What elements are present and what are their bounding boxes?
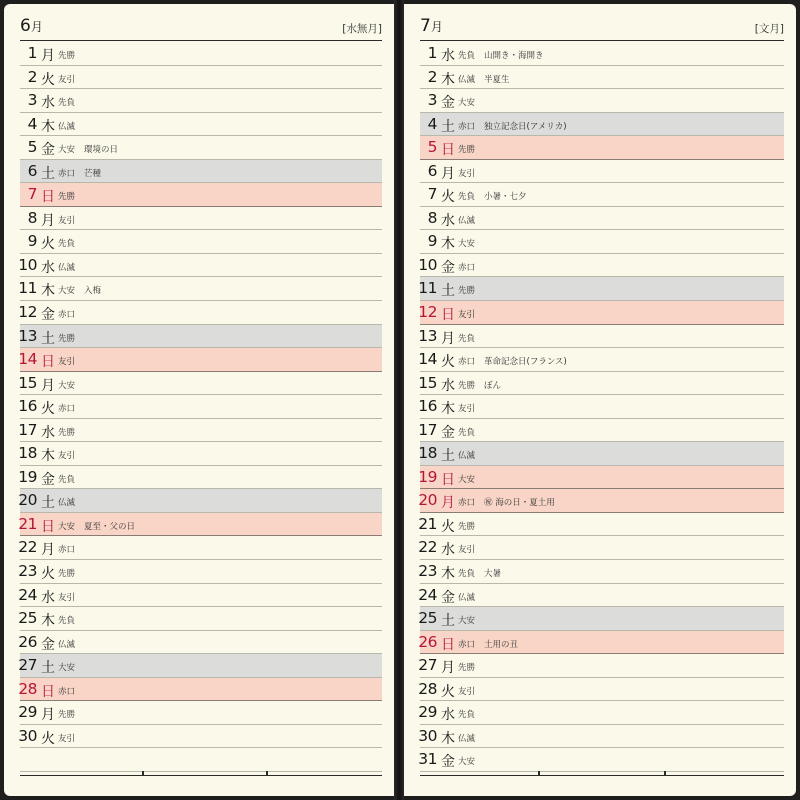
day-row[interactable] <box>420 678 784 702</box>
weekday-label: 月 <box>441 330 455 347</box>
rokuyo-label: 先負 <box>58 239 76 250</box>
rokuyo-label: 大安 <box>58 380 76 391</box>
rokuyo-label: 先勝 <box>58 333 76 344</box>
day-number: 19 <box>418 467 437 486</box>
event-label: 大暑 <box>484 569 502 580</box>
book-spine <box>394 0 404 800</box>
day-row[interactable] <box>20 254 382 278</box>
rokuyo-label: 先勝 <box>458 286 476 297</box>
rokuyo-label: 友引 <box>458 310 476 321</box>
weekday-label: 木 <box>41 448 55 465</box>
day-number: 23 <box>18 562 37 581</box>
day-number: 3 <box>27 91 37 110</box>
day-number: 1 <box>27 44 37 62</box>
day-row[interactable] <box>420 607 784 631</box>
july-day-list <box>420 42 784 772</box>
day-row[interactable] <box>420 183 784 207</box>
day-row[interactable] <box>20 113 382 137</box>
rokuyo-label: 先勝 <box>58 710 76 721</box>
day-number: 22 <box>18 538 37 557</box>
weekday-label: 日 <box>441 471 455 488</box>
day-number: 14 <box>18 350 37 369</box>
day-row[interactable] <box>20 748 382 772</box>
day-number: 25 <box>418 609 437 628</box>
weekday-label: 日 <box>441 307 455 324</box>
day-number: 16 <box>18 397 37 416</box>
day-row[interactable] <box>20 89 382 113</box>
day-row[interactable] <box>420 348 784 372</box>
day-number: 16 <box>418 397 437 416</box>
july-month-number: 7 <box>420 16 431 36</box>
day-number: 28 <box>18 679 37 698</box>
weekday-label: 月 <box>41 48 55 64</box>
day-number: 5 <box>427 138 437 157</box>
day-number: 1 <box>427 44 437 62</box>
weekday-label: 日 <box>41 518 55 535</box>
weekday-label: 土 <box>41 165 55 182</box>
weekday-label: 木 <box>441 236 455 253</box>
event-label: 半夏生 <box>484 74 510 85</box>
rokuyo-label: 先勝 <box>458 145 476 156</box>
day-number: 30 <box>418 726 437 745</box>
day-number: 26 <box>418 632 437 651</box>
day-row[interactable] <box>20 631 382 655</box>
weekday-label: 土 <box>41 330 55 347</box>
day-row[interactable] <box>20 301 382 325</box>
day-row[interactable] <box>20 348 382 372</box>
weekday-label: 金 <box>41 142 55 159</box>
rokuyo-label: 赤口 <box>58 310 76 321</box>
rokuyo-label: 仏滅 <box>458 451 476 462</box>
day-row[interactable] <box>420 42 784 66</box>
day-number: 5 <box>27 138 37 157</box>
rokuyo-label: 先勝 <box>58 51 76 61</box>
day-number: 2 <box>427 67 437 86</box>
rokuyo-label: 大安 <box>58 286 76 297</box>
weekday-label: 日 <box>41 189 55 206</box>
weekday-label: 火 <box>441 683 455 700</box>
rokuyo-label: 友引 <box>458 545 476 556</box>
weekday-label: 水 <box>441 377 455 394</box>
day-row[interactable] <box>20 466 382 490</box>
weekday-label: 木 <box>441 71 455 88</box>
day-number: 12 <box>418 303 437 322</box>
day-row[interactable] <box>420 560 784 584</box>
day-row[interactable] <box>420 395 784 419</box>
weekday-label: 月 <box>41 377 55 394</box>
day-row[interactable] <box>420 89 784 113</box>
day-row[interactable] <box>20 678 382 702</box>
day-number: 22 <box>418 538 437 557</box>
weekday-label: 木 <box>441 566 455 583</box>
weekday-label: 水 <box>41 424 55 441</box>
weekday-label: 月 <box>41 542 55 559</box>
rokuyo-label: 赤口 <box>458 357 476 368</box>
day-number: 18 <box>418 444 437 463</box>
rokuyo-label: 先負 <box>458 192 476 203</box>
day-row[interactable] <box>20 536 382 560</box>
day-number: 26 <box>18 632 37 651</box>
weekday-label: 日 <box>41 354 55 371</box>
rokuyo-label: 先勝 <box>58 192 76 203</box>
june-month-number: 6 <box>20 16 31 36</box>
rokuyo-label: 大安 <box>58 145 76 156</box>
event-label: 夏至・父の日 <box>84 521 136 532</box>
weekday-label: 水 <box>41 95 55 112</box>
june-page <box>4 4 394 796</box>
weekday-label: 土 <box>41 660 55 677</box>
day-number: 2 <box>27 67 37 86</box>
event-label: 芒種 <box>84 168 102 179</box>
rokuyo-label: 先負 <box>58 616 76 627</box>
day-number: 30 <box>18 726 37 745</box>
day-row[interactable] <box>420 136 784 160</box>
day-number: 24 <box>18 585 37 604</box>
day-row[interactable] <box>420 584 784 608</box>
day-number: 4 <box>27 114 37 133</box>
day-row[interactable] <box>20 66 382 90</box>
day-number: 27 <box>418 656 437 675</box>
day-row[interactable] <box>420 301 784 325</box>
rokuyo-label: 大安 <box>58 663 76 674</box>
rokuyo-label: 赤口 <box>58 404 76 415</box>
day-row[interactable] <box>420 466 784 490</box>
day-row[interactable] <box>20 725 382 749</box>
day-row[interactable] <box>420 654 784 678</box>
day-number: 9 <box>427 232 437 251</box>
rokuyo-label: 先負 <box>458 710 476 721</box>
june-bottom-rule <box>20 775 382 776</box>
day-row[interactable] <box>420 325 784 349</box>
june-header <box>20 14 382 41</box>
ruler-tick <box>664 771 666 776</box>
ruler-tick <box>142 771 144 776</box>
weekday-label: 水 <box>41 589 55 606</box>
weekday-label: 金 <box>441 754 455 771</box>
weekday-label: 金 <box>441 95 455 112</box>
day-row[interactable] <box>20 136 382 160</box>
rokuyo-label: 先負 <box>458 427 476 438</box>
day-row[interactable] <box>20 277 382 301</box>
rokuyo-label: 仏滅 <box>458 74 476 85</box>
june-month-title <box>20 16 43 36</box>
day-row[interactable] <box>420 631 784 655</box>
weekday-label: 火 <box>41 401 55 418</box>
weekday-label: 月 <box>41 212 55 229</box>
day-number: 31 <box>418 750 437 769</box>
day-row[interactable] <box>20 325 382 349</box>
weekday-label: 土 <box>441 283 455 300</box>
rokuyo-label: 赤口 <box>58 168 76 179</box>
rokuyo-label: 友引 <box>58 357 76 368</box>
weekday-label: 火 <box>41 71 55 88</box>
weekday-label: 木 <box>41 613 55 630</box>
rokuyo-label: 先勝 <box>58 569 76 580</box>
july-bottom-rule <box>420 775 784 776</box>
day-number: 18 <box>18 444 37 463</box>
rokuyo-label: 仏滅 <box>458 592 476 603</box>
day-number: 28 <box>418 679 437 698</box>
ruler-tick <box>266 771 268 776</box>
day-number: 15 <box>418 373 437 392</box>
day-row[interactable] <box>420 536 784 560</box>
day-number: 25 <box>18 609 37 628</box>
day-number: 29 <box>418 703 437 722</box>
day-number: 23 <box>418 562 437 581</box>
day-row[interactable] <box>20 560 382 584</box>
rokuyo-label: 先勝 <box>458 521 476 532</box>
weekday-label: 土 <box>441 118 455 135</box>
rokuyo-label: 先負 <box>458 51 476 61</box>
rokuyo-label: 先負 <box>458 333 476 344</box>
day-number: 11 <box>18 279 37 298</box>
rokuyo-label: 仏滅 <box>458 215 476 226</box>
weekday-label: 金 <box>441 259 455 276</box>
day-number: 7 <box>427 185 437 204</box>
day-number: 12 <box>18 303 37 322</box>
day-row[interactable] <box>20 654 382 678</box>
day-number: 11 <box>418 279 437 298</box>
weekday-label: 日 <box>441 636 455 653</box>
rokuyo-label: 大安 <box>58 521 76 532</box>
day-row[interactable] <box>420 489 784 513</box>
day-number: 21 <box>18 514 37 533</box>
rokuyo-label: 赤口 <box>458 262 476 273</box>
weekday-label: 木 <box>441 401 455 418</box>
day-number: 6 <box>27 161 37 180</box>
weekday-label: 金 <box>441 589 455 606</box>
rokuyo-label: 友引 <box>458 404 476 415</box>
day-number: 4 <box>427 114 437 133</box>
day-number: 29 <box>18 703 37 722</box>
day-number: 15 <box>18 373 37 392</box>
june-day-list <box>20 42 382 772</box>
rokuyo-label: 仏滅 <box>58 262 76 273</box>
day-number: 21 <box>418 514 437 533</box>
weekday-label: 金 <box>441 424 455 441</box>
day-row[interactable] <box>20 442 382 466</box>
rokuyo-label: 大安 <box>458 239 476 250</box>
day-row[interactable] <box>420 701 784 725</box>
event-label: 山開き・海開き <box>484 51 544 61</box>
weekday-label: 木 <box>41 283 55 300</box>
day-number: 9 <box>27 232 37 251</box>
rokuyo-label: 仏滅 <box>58 498 76 509</box>
rokuyo-label: 先勝 <box>458 380 476 391</box>
weekday-label: 月 <box>41 707 55 724</box>
day-number: 8 <box>427 208 437 227</box>
day-number: 20 <box>18 491 37 510</box>
july-month-title <box>420 16 443 36</box>
july-month-suffix: 月 <box>430 20 443 34</box>
day-number: 20 <box>418 491 437 510</box>
weekday-label: 木 <box>441 730 455 747</box>
rokuyo-label: 友引 <box>458 168 476 179</box>
weekday-label: 日 <box>441 142 455 159</box>
weekday-label: 火 <box>441 189 455 206</box>
weekday-label: 金 <box>41 307 55 324</box>
rokuyo-label: 友引 <box>58 451 76 462</box>
event-label: 革命記念日(フランス) <box>484 357 567 368</box>
weekday-label: 水 <box>441 48 455 64</box>
day-row[interactable] <box>20 607 382 631</box>
day-row[interactable] <box>420 277 784 301</box>
day-row[interactable] <box>20 160 382 184</box>
day-row[interactable] <box>20 701 382 725</box>
day-number: 6 <box>427 161 437 180</box>
day-number: 27 <box>18 656 37 675</box>
day-number: 7 <box>27 185 37 204</box>
day-row[interactable] <box>20 489 382 513</box>
day-number: 17 <box>18 420 37 439</box>
event-label: 入梅 <box>84 286 102 297</box>
weekday-label: 火 <box>41 730 55 747</box>
day-row[interactable] <box>420 372 784 396</box>
rokuyo-label: 仏滅 <box>58 121 76 132</box>
day-number: 24 <box>418 585 437 604</box>
weekday-label: 火 <box>441 354 455 371</box>
june-moon-name: [水無月] <box>342 23 382 35</box>
day-row[interactable] <box>420 748 784 772</box>
weekday-label: 火 <box>41 566 55 583</box>
weekday-label: 木 <box>41 118 55 135</box>
rokuyo-label: 仏滅 <box>58 639 76 650</box>
rokuyo-label: 大安 <box>458 757 476 768</box>
ruler-tick <box>538 771 540 776</box>
weekday-label: 金 <box>41 636 55 653</box>
day-number: 10 <box>18 255 37 274</box>
event-label: 環境の日 <box>84 145 119 156</box>
weekday-label: 月 <box>441 660 455 677</box>
event-label: ぼん <box>484 380 502 391</box>
day-row[interactable] <box>20 372 382 396</box>
rokuyo-label: 先勝 <box>58 427 76 438</box>
day-number: 17 <box>418 420 437 439</box>
event-label: ㊗ 海の日・夏土用 <box>484 498 555 509</box>
day-row[interactable] <box>20 584 382 608</box>
rokuyo-label: 友引 <box>58 215 76 226</box>
day-row[interactable] <box>420 513 784 537</box>
july-page <box>404 4 796 796</box>
event-label: 独立記念日(アメリカ) <box>484 121 567 132</box>
day-row[interactable] <box>420 419 784 443</box>
july-header <box>420 14 784 41</box>
day-row[interactable] <box>20 395 382 419</box>
day-row[interactable] <box>420 207 784 231</box>
event-label: 土用の丑 <box>484 639 519 650</box>
day-number: 19 <box>18 467 37 486</box>
weekday-label: 土 <box>41 495 55 512</box>
rokuyo-label: 友引 <box>58 733 76 744</box>
rokuyo-label: 友引 <box>58 592 76 603</box>
weekday-label: 月 <box>441 495 455 512</box>
day-row[interactable] <box>420 113 784 137</box>
day-row[interactable] <box>20 513 382 537</box>
weekday-label: 水 <box>441 707 455 724</box>
day-row[interactable] <box>20 183 382 207</box>
day-number: 14 <box>418 350 437 369</box>
rokuyo-label: 赤口 <box>458 121 476 132</box>
rokuyo-label: 大安 <box>458 474 476 485</box>
weekday-label: 火 <box>441 518 455 535</box>
june-month-suffix: 月 <box>30 20 43 34</box>
rokuyo-label: 赤口 <box>458 639 476 650</box>
weekday-label: 月 <box>441 165 455 182</box>
rokuyo-label: 先負 <box>458 569 476 580</box>
weekday-label: 金 <box>41 471 55 488</box>
day-row[interactable] <box>20 42 382 66</box>
rokuyo-label: 赤口 <box>58 545 76 556</box>
day-row[interactable] <box>420 66 784 90</box>
day-row[interactable] <box>420 254 784 278</box>
event-label: 小暑・七夕 <box>484 192 527 203</box>
weekday-label: 土 <box>441 448 455 465</box>
day-row[interactable] <box>20 419 382 443</box>
day-row[interactable] <box>420 160 784 184</box>
rokuyo-label: 先負 <box>58 98 76 109</box>
day-row[interactable] <box>420 442 784 466</box>
day-number: 3 <box>427 91 437 110</box>
rokuyo-label: 赤口 <box>58 686 76 697</box>
weekday-label: 火 <box>41 236 55 253</box>
weekday-label: 水 <box>441 542 455 559</box>
weekday-label: 土 <box>441 613 455 630</box>
rokuyo-label: 大安 <box>458 616 476 627</box>
rokuyo-label: 友引 <box>58 74 76 85</box>
day-number: 13 <box>18 326 37 345</box>
weekday-label: 水 <box>41 259 55 276</box>
rokuyo-label: 先勝 <box>458 663 476 674</box>
day-row[interactable] <box>20 230 382 254</box>
day-row[interactable] <box>20 207 382 231</box>
rokuyo-label: 大安 <box>458 98 476 109</box>
rokuyo-label: 仏滅 <box>458 733 476 744</box>
day-number: 10 <box>418 255 437 274</box>
day-number: 8 <box>27 208 37 227</box>
rokuyo-label: 先負 <box>58 474 76 485</box>
weekday-label: 日 <box>41 683 55 700</box>
july-moon-name: [文月] <box>754 23 784 35</box>
day-row[interactable] <box>420 230 784 254</box>
rokuyo-label: 赤口 <box>458 498 476 509</box>
rokuyo-label: 友引 <box>458 686 476 697</box>
day-number: 13 <box>418 326 437 345</box>
day-row[interactable] <box>420 725 784 749</box>
weekday-label: 水 <box>441 212 455 229</box>
